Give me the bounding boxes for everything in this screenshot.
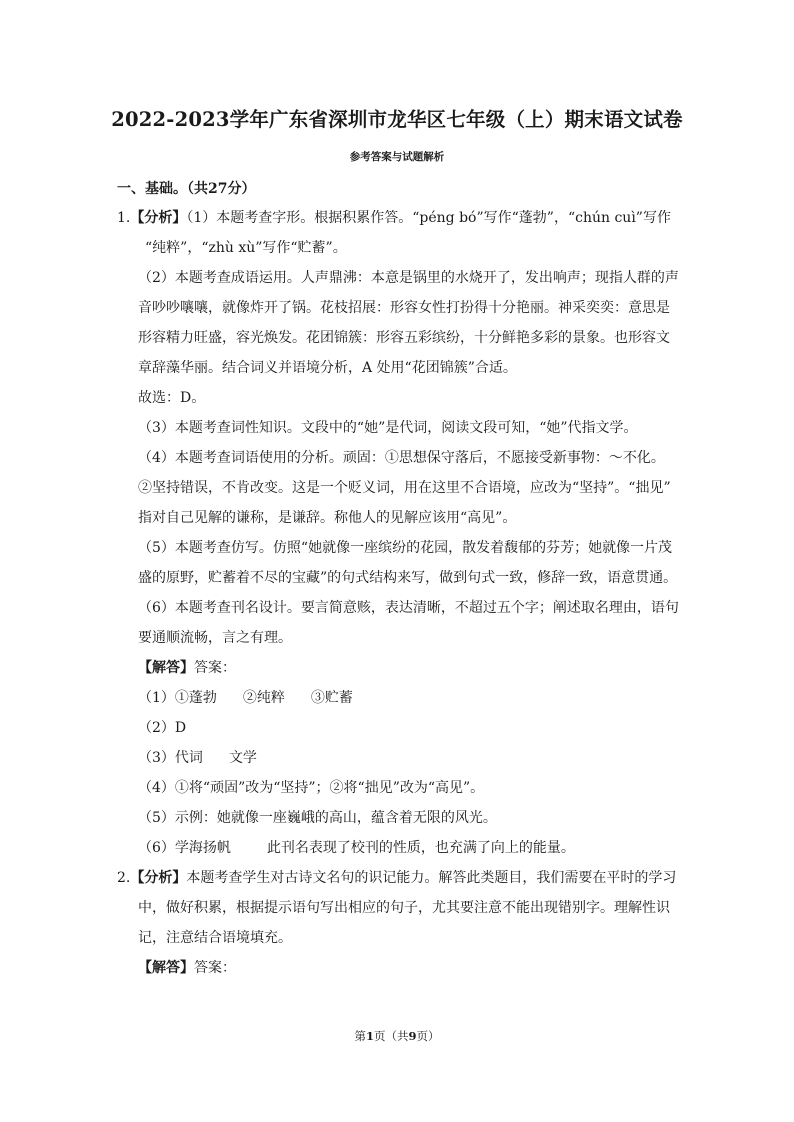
q1-line-3: （2）本题考查成语运用。人声鼎沸：本意是锅里的水烧开了，发出响声；现指人群的声	[138, 270, 679, 286]
answer-body	[117, 208, 687, 988]
q1-answer-2: （2）D	[138, 720, 187, 736]
q2-answer-tag: 【解答】	[138, 960, 194, 976]
q2-text: 本题考查学生对古诗文名句的识记能力。解答此类题目，我们需要在平时的学习	[186, 870, 677, 886]
q1-answer-4: （4）①将“顽固”改为“坚持”；②将“拙见”改为“高见”。	[138, 780, 485, 796]
q1-line-7: 故选：D。	[138, 390, 206, 406]
answer-3a: （3）代词	[138, 750, 203, 766]
q1-line-9: （4）本题考查词语使用的分析。顽固：①思想保守落后，不愿接受新事物：～不化。	[138, 450, 665, 466]
q1-number: 1.	[117, 210, 131, 226]
q1-line-5: 形容精力旺盛，容光焕发。花团锦簇：形容五彩缤纷，十分鲜艳多彩的景象。也形容文	[138, 330, 670, 346]
q1-line-4: 音吵吵嚷嚷，就像炸开了锅。花枝招展：形容女性打扮得十分艳丽。神采奕奕：意思是	[138, 300, 670, 316]
footer-page-number: 1	[365, 1029, 374, 1043]
q1-line-12: （5）本题考查仿写。仿照“她就像一座缤纷的花园，散发着馥郁的芬芳；她就像一片茂	[138, 540, 673, 556]
answer-3b: 文学	[228, 750, 257, 766]
q1-line-10: ②坚持错误，不肯改变。这是一个贬义词，用在这里不合语境，应改为“坚持”。“拙见”	[138, 480, 671, 496]
q1-line-14: （6）本题考查刊名设计。要言简意赅，表达清晰，不超过五个字；阐述取名理由，语句	[138, 600, 679, 616]
q1-analysis-tag: 【分析】	[130, 210, 187, 226]
q1-line-13: 盛的原野，贮蓄着不尽的宝藏”的句式结构来写，做到句式一致，修辞一致，语意贯通。	[138, 570, 678, 586]
q2-answer-heading	[117, 958, 687, 988]
footer-post: 页）	[416, 1029, 440, 1043]
q1-answer-label: 答案：	[194, 660, 236, 676]
footer-total-pages: 9	[408, 1029, 417, 1043]
footer-pre: 第	[354, 1029, 366, 1043]
q1-line-15: 要通顺流畅，言之有理。	[138, 630, 292, 646]
q1-answer-heading	[117, 658, 687, 688]
q1-line-6: 章辞藻华丽。结合词义并语境分析，A 处用“花团锦簇”合适。	[138, 360, 517, 376]
q1-line-1	[117, 208, 687, 238]
q2-number: 2.	[117, 870, 131, 886]
page-subtitle: 参考答案与试题解析	[349, 151, 445, 163]
q2-answer-label: 答案：	[194, 960, 236, 976]
answer-1b: ②纯粹	[242, 690, 285, 706]
section-heading: 一、基础。（共27分）	[117, 181, 256, 197]
q1-answer-5: （5）示例：她就像一座巍峨的高山，蕴含着无限的风光。	[138, 810, 497, 826]
footer-mid: 页（共	[374, 1029, 409, 1043]
q1-answer-1	[117, 688, 687, 718]
page-footer	[0, 1028, 794, 1044]
q1-line-11: 指对自己见解的谦称，是谦辞。称他人的见解应该用“高见”。	[138, 510, 517, 526]
q2-line-3: 记，注意结合语境填充。	[138, 930, 292, 946]
page-title: 2022-2023学年广东省深圳市龙华区七年级（上）期末语文试卷	[111, 108, 683, 131]
answer-1a: （1）①蓬勃	[138, 690, 217, 706]
q1-answer-3	[117, 748, 687, 778]
answer-6b: 此刊名表现了校刊的性质，也充满了向上的能量。	[266, 840, 575, 856]
q2-line-2: 中，做好积累，根据提示语句写出相应的句子，尤其要注意不能出现错别字。理解性识	[138, 900, 670, 916]
answer-1c: ③贮蓄	[310, 690, 353, 706]
q1-line-8: （3）本题考查词性知识。文段中的“她”是代词，阅读文段可知，“她”代指文学。	[138, 420, 638, 436]
q1-text: （1）本题考查字形。根据积累作答。“péng bó”写作“蓬勃”，“chún cuì”写作	[186, 210, 671, 226]
q1-answer-tag: 【解答】	[138, 660, 194, 676]
answer-6a: （6）学海扬帆	[138, 840, 231, 856]
q2-line-1	[117, 868, 687, 898]
q2-analysis-tag: 【分析】	[130, 870, 187, 886]
q1-line-2: “纯粹”，“zhù xù”写作“贮蓄”。	[145, 240, 347, 256]
q1-answer-6	[117, 838, 687, 868]
